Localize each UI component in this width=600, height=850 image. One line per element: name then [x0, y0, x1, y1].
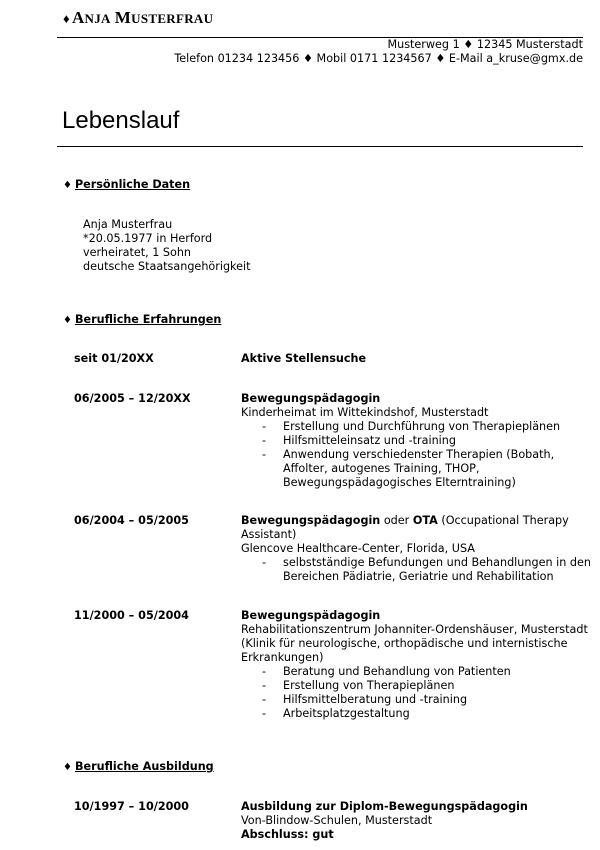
list-item: - Hilfsmittelberatung und -training — [241, 693, 600, 707]
list-item: - Erstellung von Therapieplänen — [241, 679, 600, 693]
experience-employer: Rehabilitationszentrum Johanniter-Ordenshäuser, Musterstadt (Klinik für neurologische, orthopädische und internistische Erkrankungen) — [241, 623, 588, 664]
experience-title: Aktive Stellensuche — [241, 352, 367, 365]
education-date: 10/1997 – 10/2000 — [74, 800, 189, 813]
list-item: - Erstellung und Durchführung von Therapieplänen — [241, 420, 600, 434]
section-bullet-icon: ♦ — [63, 180, 72, 191]
section-heading-personal: ♦ Persönliche Daten — [63, 178, 191, 191]
experience-entry — [241, 352, 366, 366]
personal-nationality: deutsche Staatsangehörigkeit — [83, 260, 251, 273]
experience-title: Bewegungspädagogin — [241, 609, 381, 622]
experience-entry — [241, 514, 596, 584]
experience-entry — [241, 609, 600, 721]
applicant-name: ♦ ANJA MUSTERFRAU — [63, 8, 214, 27]
education-entry — [241, 800, 528, 842]
experience-entry — [241, 392, 600, 490]
contact-block — [174, 38, 583, 66]
section-heading-education: ♦ Berufliche Ausbildung — [63, 760, 214, 773]
personal-data-block — [83, 218, 251, 274]
task-list — [241, 556, 596, 584]
education-title: Ausbildung zur Diplom-Bewegungspädagogin — [241, 800, 528, 813]
experience-employer: Glencove Healthcare-Center, Florida, USA — [241, 542, 475, 555]
title-divider — [57, 146, 583, 147]
experience-date: 06/2005 – 12/20XX — [74, 392, 191, 405]
experience-date: 06/2004 – 05/2005 — [74, 514, 189, 527]
name-bullet-icon: ♦ — [63, 11, 70, 26]
section-bullet-icon: ♦ — [63, 762, 72, 773]
section-bullet-icon: ♦ — [63, 315, 72, 326]
list-item: - selbstständige Befundungen und Behandlungen in den Bereichen Pädiatrie, Geriatrie und Rehabilitation — [241, 556, 596, 584]
experience-date: seit 01/20XX — [74, 352, 154, 365]
personal-name: Anja Musterfrau — [83, 218, 173, 231]
task-list — [241, 665, 600, 721]
experience-title: Bewegungspädagogin — [241, 392, 381, 405]
personal-birth: *20.05.1977 in Herford — [83, 232, 213, 245]
contact-line: Telefon 01234 123456 ♦ Mobil 0171 1234567 ♦ E-Mail a_kruse@gmx.de — [174, 52, 583, 65]
experience-title: Bewegungspädagogin oder OTA (Occupational Therapy Assistant) — [241, 514, 569, 541]
list-item: - Beratung und Behandlung von Patienten — [241, 665, 600, 679]
list-item: - Arbeitsplatzgestaltung — [241, 707, 600, 721]
address-line: Musterweg 1 ♦ 12345 Musterstadt — [387, 38, 583, 51]
experience-date: 11/2000 – 05/2004 — [74, 609, 189, 622]
education-result: Abschluss: gut — [241, 828, 334, 841]
education-school: Von-Blindow-Schulen, Musterstadt — [241, 814, 433, 827]
list-item: - Anwendung verschiedenster Therapien (Bobath, Affolter, autogenes Training, THOP, Bewegungspädagogisches Elterntraining) — [241, 448, 600, 490]
section-heading-experience: ♦ Berufliche Erfahrungen — [63, 313, 222, 326]
task-list — [241, 420, 600, 490]
personal-family: verheiratet, 1 Sohn — [83, 246, 192, 259]
experience-employer: Kinderheimat im Wittekindshof, Musterstadt — [241, 406, 489, 419]
list-item: - Hilfsmitteleinsatz und -training — [241, 434, 600, 448]
page-title: Lebenslauf — [62, 107, 180, 134]
